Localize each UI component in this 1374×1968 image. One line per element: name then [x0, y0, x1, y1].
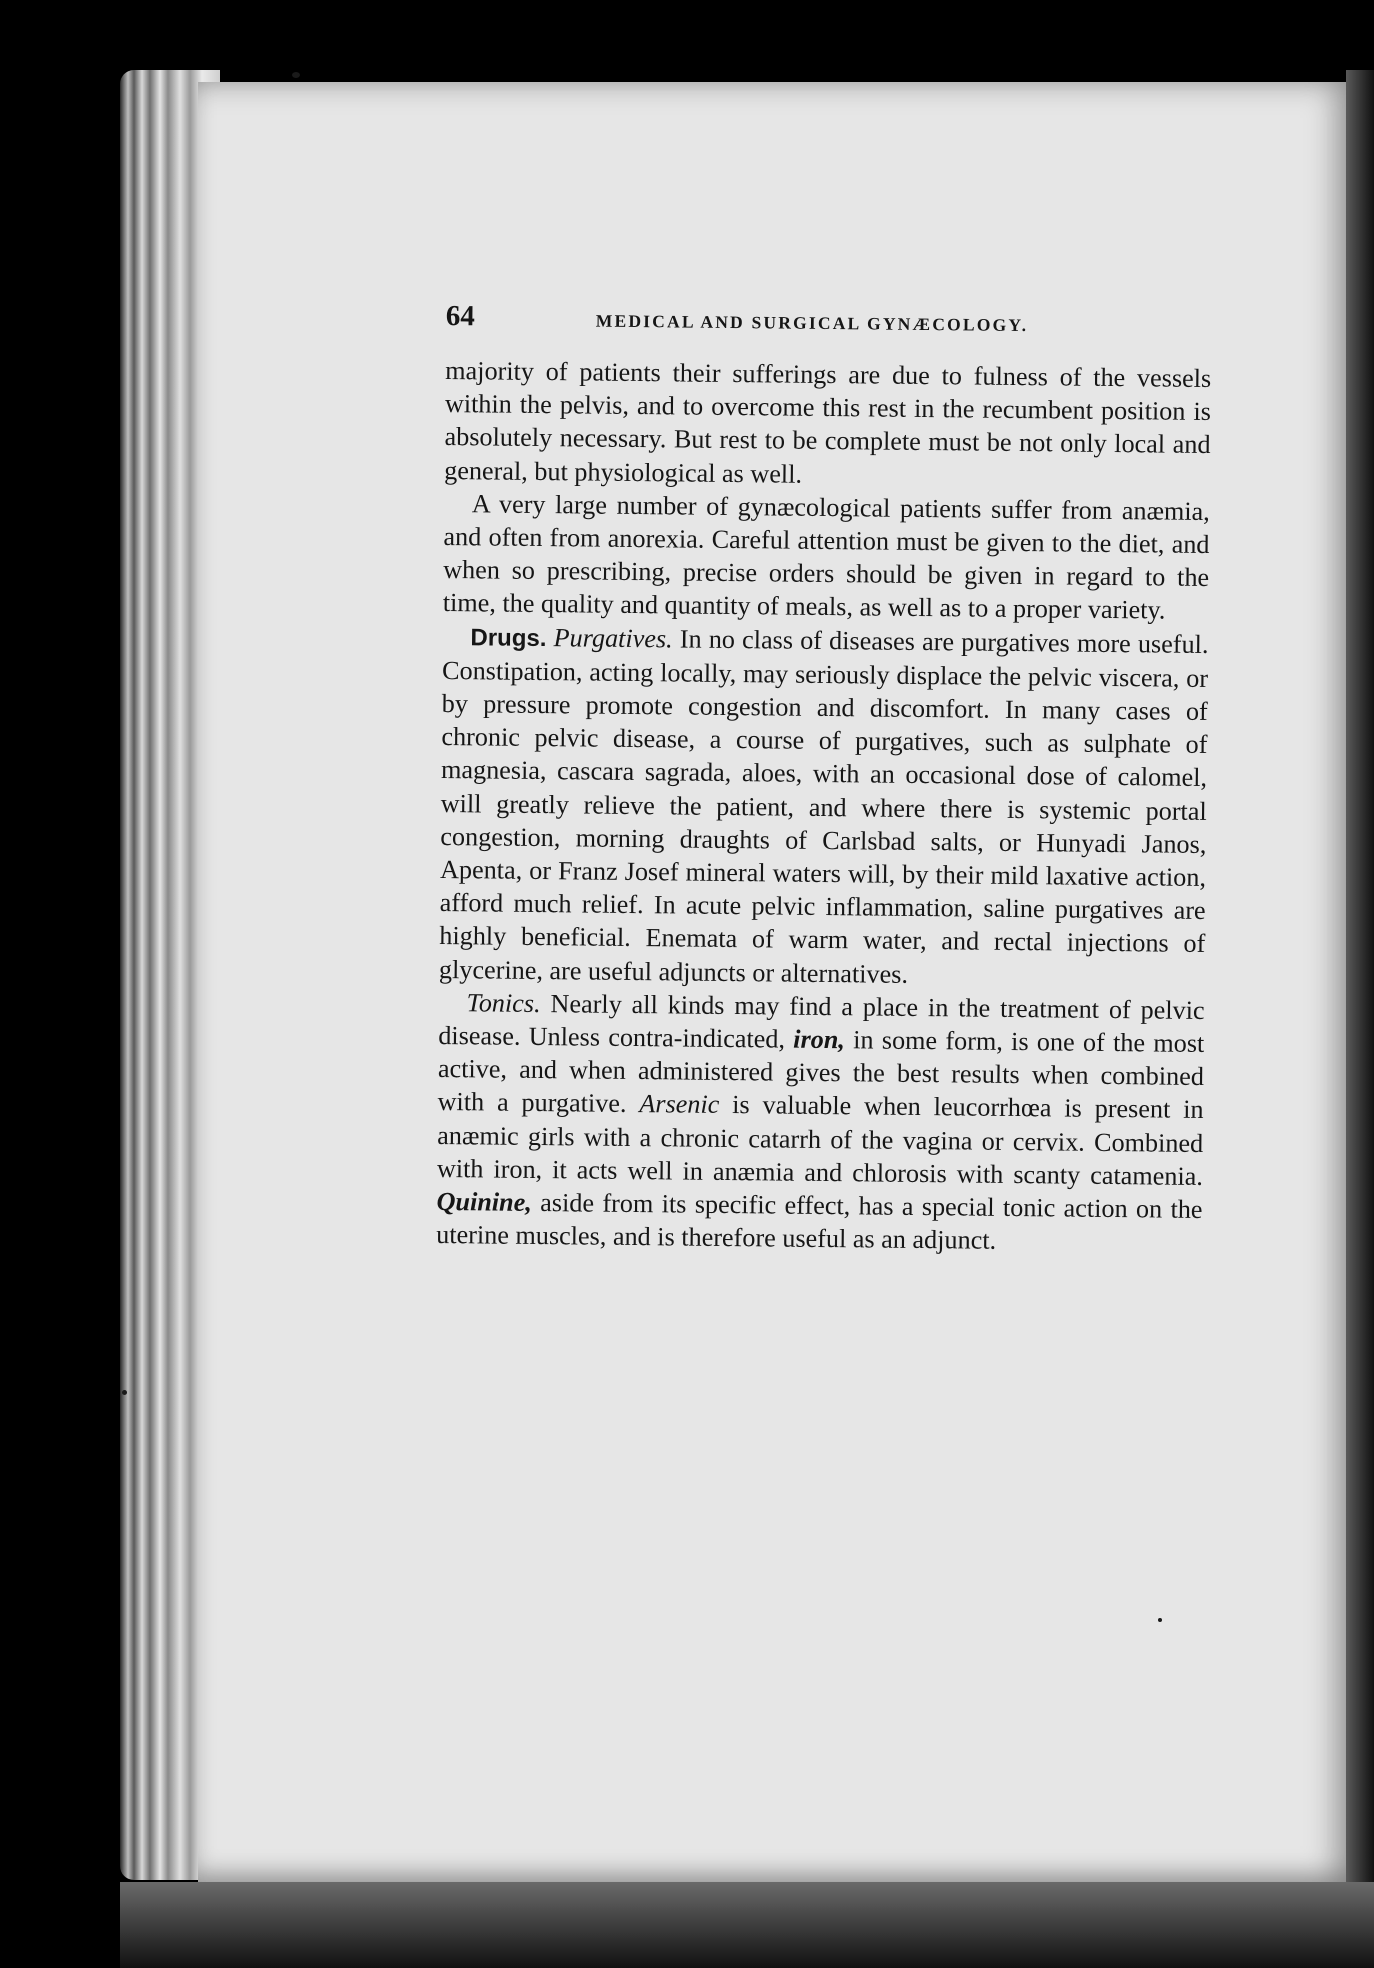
dust-speck: [292, 72, 300, 78]
dust-speck: [1158, 1618, 1162, 1622]
paragraph-text: in some form, is one of the most active, and when administered gives the best results when combined with a purgative.: [437, 1025, 1205, 1119]
paragraph: [439, 620, 1209, 994]
subsection-heading: Tonics.: [466, 988, 541, 1018]
paragraph: [443, 487, 1210, 628]
emphasis-term: Arsenic: [639, 1089, 720, 1120]
paragraph-text: is valuable when leucorrhœa is present in anæmic girls with a chronic catarrh of the vagina or cervix. Combined with iron, it acts well in anæmia and chlorosis with scanty catamenia.: [436, 1090, 1204, 1191]
emphasis-term: iron,: [793, 1024, 846, 1055]
paragraph-text: Nearly all kinds may find a place in the treatment of pelvic disease. Unless contra-indicated,: [438, 988, 1205, 1054]
section-heading: Drugs.: [470, 623, 547, 652]
dust-speck: [122, 1390, 127, 1395]
subsection-heading: Purgatives.: [553, 622, 673, 654]
emphasis-term: Quinine,: [436, 1187, 533, 1218]
paragraph-text: aside from its specific effect, has a special tonic action on the uterine muscles, and is therefore useful as an adjunct.: [436, 1188, 1203, 1256]
paragraph-text: A very large number of gynæcological patients suffer from anæmia, and often from anorexia. Careful attention must be given to the diet, and when so prescribing, precise orders should be given in regard to the time, the quality and quantity of meals, as well as to a proper variety.: [442, 489, 1210, 625]
bottom-shadow: [120, 1882, 1374, 1968]
paragraph: [436, 986, 1205, 1260]
binding-shadow: [1346, 70, 1374, 1900]
paragraph-text: majority of patients their sufferings are due to fulness of the vessels within the pelvis, and to overcome this rest in the recumbent position is absolutely necessary. But rest to be complete must be not only local and general, but physiological as well.: [444, 355, 1212, 489]
paragraph-text: In no class of diseases are purgatives more useful. Constipation, acting locally, may seriously displace the pelvic viscera, or by pressure promote congestion and discomfort. In many cases of chronic pelvic disease, a course of purgatives, such as sulphate of magnesia, cascara sagrada, aloes, with an occasional dose of calomel, will greatly relieve the patient, and where there is systemic portal congestion, morning draughts of Carlsbad salts, or Hunyadi Janos, Apenta, or Franz Josef mineral waters will, by their mild laxative action, afford much relief. In acute pelvic inflammation, saline purgatives are highly beneficial. Enemata of warm water, and rectal injections of glycerine, are useful adjuncts or alternatives.: [438, 624, 1209, 989]
page-number: 64: [445, 300, 475, 333]
running-title: MEDICAL AND SURGICAL GYNÆCOLOGY.: [595, 310, 1029, 336]
body-text: [436, 354, 1211, 1259]
paragraph: [444, 354, 1211, 495]
page-content: [436, 300, 1212, 1259]
running-head: [446, 300, 1212, 348]
